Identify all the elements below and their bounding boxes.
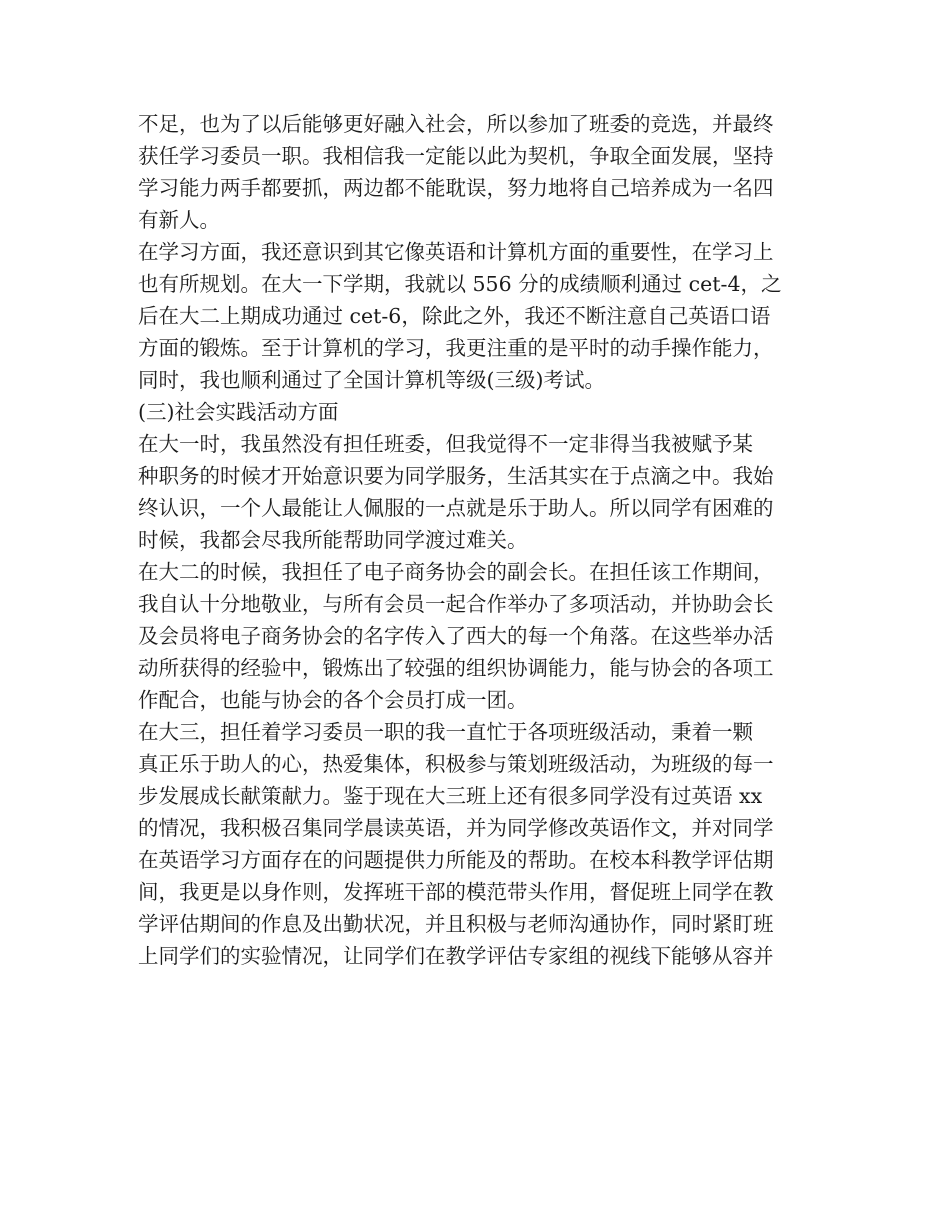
text-line-2: 获任学习委员一职。我相信我一定能以此为契机，争取全面发展，坚持	[138, 144, 774, 168]
text-line-27: 上同学们的实验情况，让同学们在教学评估专家组的视线下能够从容并	[138, 944, 774, 968]
text-line-12: 种职务的时候才开始意识要为同学服务，生活其实在于点滴之中。我始	[138, 464, 774, 488]
text-line-15: 在大二的时候，我担任了电子商务协会的副会长。在担任该工作期间，	[138, 560, 774, 584]
document-page	[138, 108, 828, 972]
text-line-22: 步发展成长献策献力。鉴于现在大三班上还有很多同学没有过英语 xx	[138, 784, 763, 808]
text-line-19: 作配合，也能与协会的各个会员打成一团。	[138, 688, 528, 712]
text-line-21: 真正乐于助人的心，热爱集体，积极参与策划班级活动，为班级的每一	[138, 752, 774, 776]
text-line-7: 后在大二上期成功通过 cet-6，除此之外，我还不断注意自己英语口语	[138, 304, 771, 328]
text-line-5: 在学习方面，我还意识到其它像英语和计算机方面的重要性，在学习上	[138, 240, 774, 264]
text-line-1: 不足，也为了以后能够更好融入社会，所以参加了班委的竞选，并最终	[138, 112, 774, 136]
text-line-14: 时候，我都会尽我所能帮助同学渡过难关。	[138, 528, 528, 552]
text-line-26: 学评估期间的作息及出勤状况，并且积极与老师沟通协作，同时紧盯班	[138, 912, 774, 936]
text-line-25: 间，我更是以身作则，发挥班干部的模范带头作用，督促班上同学在教	[138, 880, 774, 904]
text-line-3: 学习能力两手都要抓，两边都不能耽误，努力地将自己培养成为一名四	[138, 176, 774, 200]
text-line-18: 动所获得的经验中，锻炼出了较强的组织协调能力，能与协会的各项工	[138, 656, 774, 680]
section-heading: (三)社会实践活动方面	[138, 400, 339, 424]
text-line-13: 终认识，一个人最能让人佩服的一点就是乐于助人。所以同学有困难的	[138, 496, 774, 520]
text-line-11: 在大一时，我虽然没有担任班委，但我觉得不一定非得当我被赋予某	[138, 432, 753, 456]
text-line-4: 有新人。	[138, 208, 220, 232]
text-line-16: 我自认十分地敬业，与所有会员一起合作举办了多项活动，并协助会长	[138, 592, 774, 616]
text-line-9: 同时，我也顺利通过了全国计算机等级(三级)考试。	[138, 368, 605, 392]
text-line-23: 的情况，我积极召集同学晨读英语，并为同学修改英语作文，并对同学	[138, 816, 774, 840]
text-line-20: 在大三，担任着学习委员一职的我一直忙于各项班级活动，秉着一颗	[138, 720, 753, 744]
text-line-8: 方面的锻炼。至于计算机的学习，我更注重的是平时的动手操作能力，	[138, 336, 774, 360]
text-line-6: 也有所规划。在大一下学期，我就以 556 分的成绩顺利通过 cet-4，之	[138, 272, 782, 296]
text-line-24: 在英语学习方面存在的问题提供力所能及的帮助。在校本科教学评估期	[138, 848, 774, 872]
text-line-17: 及会员将电子商务协会的名字传入了西大的每一个角落。在这些举办活	[138, 624, 774, 648]
